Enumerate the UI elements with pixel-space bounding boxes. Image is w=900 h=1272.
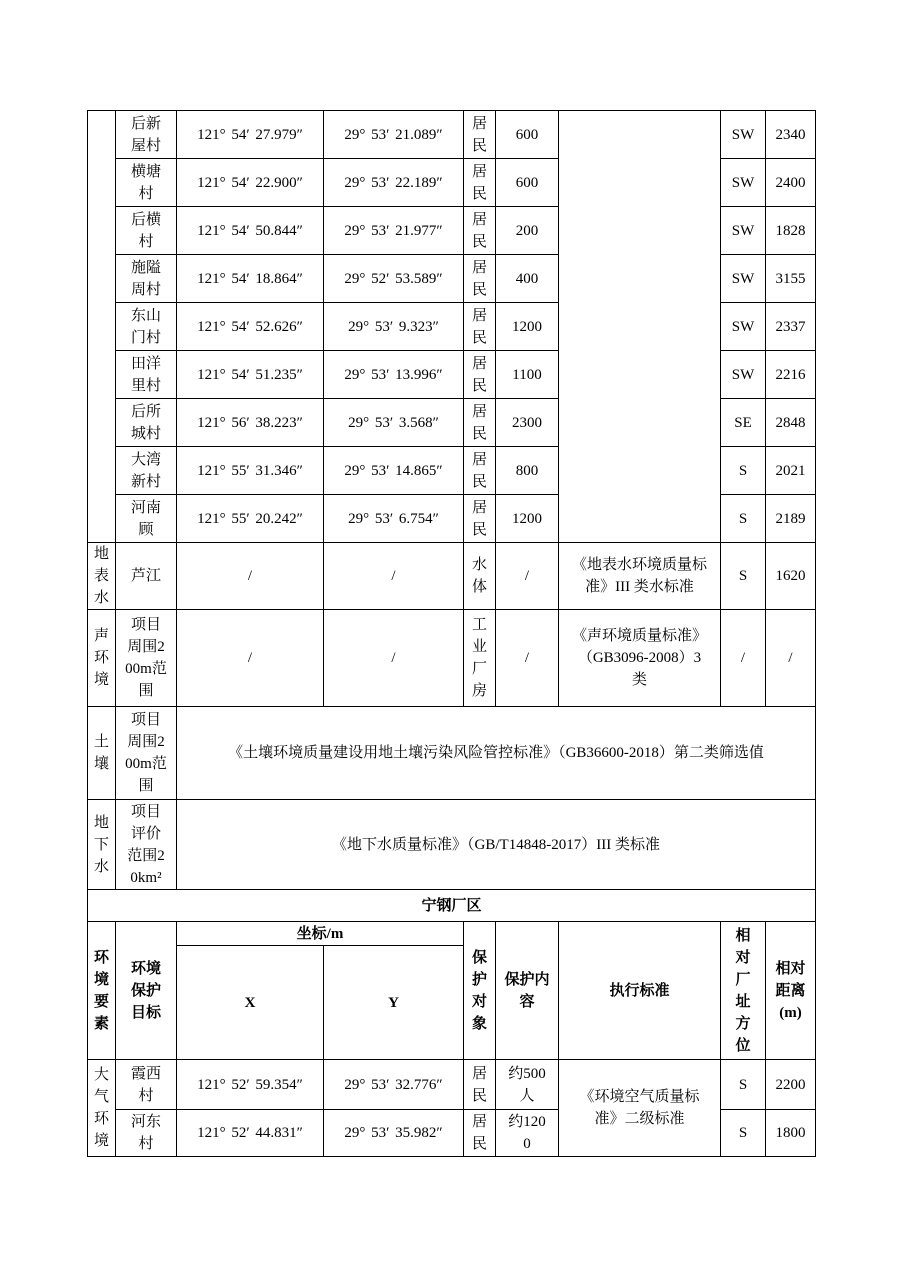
protect-object-cell: 居民	[464, 111, 496, 159]
direction-cell: SW	[721, 159, 766, 207]
header-env-element: 环境要素	[88, 922, 116, 1060]
header-coord-x: X	[177, 946, 324, 1060]
protect-content-cell: 200	[496, 207, 559, 255]
distance-cell: /	[766, 610, 816, 707]
target-name-cell: 后横村	[116, 207, 177, 255]
protect-object-cell: 居民	[464, 351, 496, 399]
direction-cell: S	[721, 1060, 766, 1110]
coord-x-cell: 121° 54′ 52.626″	[177, 303, 324, 351]
protect-content-cell: /	[496, 610, 559, 707]
target-name-cell: 大湾新村	[116, 447, 177, 495]
distance-cell: 2021	[766, 447, 816, 495]
standard-cell: 《地表水环境质量标准》III 类水标准	[559, 543, 721, 610]
header-coord-y: Y	[324, 946, 464, 1060]
coord-y-cell: /	[324, 610, 464, 707]
standard-cell	[559, 111, 721, 543]
env-element-cell	[88, 111, 116, 543]
protect-object-cell: 居民	[464, 495, 496, 543]
direction-cell: SW	[721, 255, 766, 303]
protect-object-cell: 居民	[464, 399, 496, 447]
protect-content-cell: 2300	[496, 399, 559, 447]
protect-content-cell: 600	[496, 111, 559, 159]
direction-cell: S	[721, 447, 766, 495]
coord-y-cell: 29° 53′ 14.865″	[324, 447, 464, 495]
table-row	[88, 111, 816, 159]
target-name-cell: 后新屋村	[116, 111, 177, 159]
table-row	[88, 800, 816, 890]
coord-y-cell: 29° 53′ 22.189″	[324, 159, 464, 207]
direction-cell: /	[721, 610, 766, 707]
env-element-cell: 大气环境	[88, 1060, 116, 1157]
target-name-cell: 施隘周村	[116, 255, 177, 303]
target-name-cell: 河南顾	[116, 495, 177, 543]
coord-x-cell: 121° 55′ 31.346″	[177, 447, 324, 495]
target-name-cell: 霞西村	[116, 1060, 177, 1110]
table-header-row	[88, 922, 816, 946]
target-name-cell: 项目周围200m范围	[116, 610, 177, 707]
coord-y-cell: 29° 53′ 21.977″	[324, 207, 464, 255]
coord-y-cell: 29° 52′ 53.589″	[324, 255, 464, 303]
protect-object-cell: 居民	[464, 303, 496, 351]
protect-content-cell: 400	[496, 255, 559, 303]
coord-x-cell: 121° 54′ 50.844″	[177, 207, 324, 255]
coord-x-cell: 121° 54′ 22.900″	[177, 159, 324, 207]
distance-cell: 1828	[766, 207, 816, 255]
distance-cell: 3155	[766, 255, 816, 303]
coord-x-cell: 121° 52′ 59.354″	[177, 1060, 324, 1110]
protect-object-cell: 居民	[464, 1060, 496, 1110]
distance-cell: 2340	[766, 111, 816, 159]
target-name-cell: 横塘村	[116, 159, 177, 207]
distance-cell: 2337	[766, 303, 816, 351]
coord-y-cell: 29° 53′ 6.754″	[324, 495, 464, 543]
coord-x-cell: 121° 54′ 51.235″	[177, 351, 324, 399]
coord-y-cell: 29° 53′ 35.982″	[324, 1110, 464, 1157]
coord-x-cell: 121° 52′ 44.831″	[177, 1110, 324, 1157]
header-coordinates: 坐标/m	[177, 922, 464, 946]
env-element-cell: 地下水	[88, 800, 116, 890]
target-name-cell: 东山门村	[116, 303, 177, 351]
coord-y-cell: 29° 53′ 21.089″	[324, 111, 464, 159]
coord-x-cell: 121° 55′ 20.242″	[177, 495, 324, 543]
distance-cell: 2400	[766, 159, 816, 207]
env-element-cell: 土壤	[88, 707, 116, 800]
distance-cell: 1620	[766, 543, 816, 610]
direction-cell: S	[721, 1110, 766, 1157]
protect-content-cell: 600	[496, 159, 559, 207]
distance-cell: 2216	[766, 351, 816, 399]
protect-content-cell: 约1200	[496, 1110, 559, 1157]
header-target: 环境保护目标	[116, 922, 177, 1060]
direction-cell: S	[721, 495, 766, 543]
coord-x-cell: 121° 54′ 27.979″	[177, 111, 324, 159]
target-name-cell: 芦江	[116, 543, 177, 610]
protect-content-cell: 约500人	[496, 1060, 559, 1110]
target-name-cell: 田洋里村	[116, 351, 177, 399]
table-row	[88, 610, 816, 707]
table-row	[88, 707, 816, 800]
table-row	[88, 890, 816, 922]
coord-x-cell: /	[177, 543, 324, 610]
direction-cell: SW	[721, 111, 766, 159]
coord-y-cell: /	[324, 543, 464, 610]
target-name-cell: 项目评价范围20km²	[116, 800, 177, 890]
distance-cell: 2200	[766, 1060, 816, 1110]
standard-cell: 《土壤环境质量建设用地土壤污染风险管控标准》（GB36600-2018）第二类筛选值	[177, 707, 816, 800]
protect-object-cell: 居民	[464, 447, 496, 495]
standard-cell: 《地下水质量标准》（GB/T14848-2017）III 类标准	[177, 800, 816, 890]
direction-cell: SE	[721, 399, 766, 447]
direction-cell: SW	[721, 303, 766, 351]
header-protect-content: 保护内容	[496, 922, 559, 1060]
protect-content-cell: /	[496, 543, 559, 610]
target-name-cell: 河东村	[116, 1110, 177, 1157]
distance-cell: 2848	[766, 399, 816, 447]
direction-cell: S	[721, 543, 766, 610]
coord-x-cell: /	[177, 610, 324, 707]
target-name-cell: 项目周围200m范围	[116, 707, 177, 800]
protect-object-cell: 居民	[464, 255, 496, 303]
protect-object-cell: 居民	[464, 1110, 496, 1157]
standard-cell: 《声环境质量标准》（GB3096-2008）3 类	[559, 610, 721, 707]
plant-section-title: 宁钢厂区	[88, 890, 816, 922]
table-row	[88, 543, 816, 610]
standard-cell: 《环境空气质量标准》二级标准	[559, 1060, 721, 1157]
coord-x-cell: 121° 56′ 38.223″	[177, 399, 324, 447]
header-standard: 执行标准	[559, 922, 721, 1060]
protect-content-cell: 1200	[496, 495, 559, 543]
header-distance: 相对距离(m)	[766, 922, 816, 1060]
protect-content-cell: 1200	[496, 303, 559, 351]
distance-cell: 2189	[766, 495, 816, 543]
protect-object-cell: 水体	[464, 543, 496, 610]
protect-content-cell: 1100	[496, 351, 559, 399]
coord-x-cell: 121° 54′ 18.864″	[177, 255, 324, 303]
protect-object-cell: 居民	[464, 159, 496, 207]
target-name-cell: 后所城村	[116, 399, 177, 447]
protect-content-cell: 800	[496, 447, 559, 495]
direction-cell: SW	[721, 351, 766, 399]
coord-y-cell: 29° 53′ 9.323″	[324, 303, 464, 351]
distance-cell: 1800	[766, 1110, 816, 1157]
table-row	[88, 1060, 816, 1110]
direction-cell: SW	[721, 207, 766, 255]
header-protect-object: 保护对象	[464, 922, 496, 1060]
coord-y-cell: 29° 53′ 32.776″	[324, 1060, 464, 1110]
protection-targets-table	[87, 110, 816, 1157]
env-element-cell: 声环境	[88, 610, 116, 707]
env-element-cell: 地表水	[88, 543, 116, 610]
protect-object-cell: 工业厂房	[464, 610, 496, 707]
coord-y-cell: 29° 53′ 13.996″	[324, 351, 464, 399]
coord-y-cell: 29° 53′ 3.568″	[324, 399, 464, 447]
protect-object-cell: 居民	[464, 207, 496, 255]
header-direction: 相对厂址方位	[721, 922, 766, 1060]
